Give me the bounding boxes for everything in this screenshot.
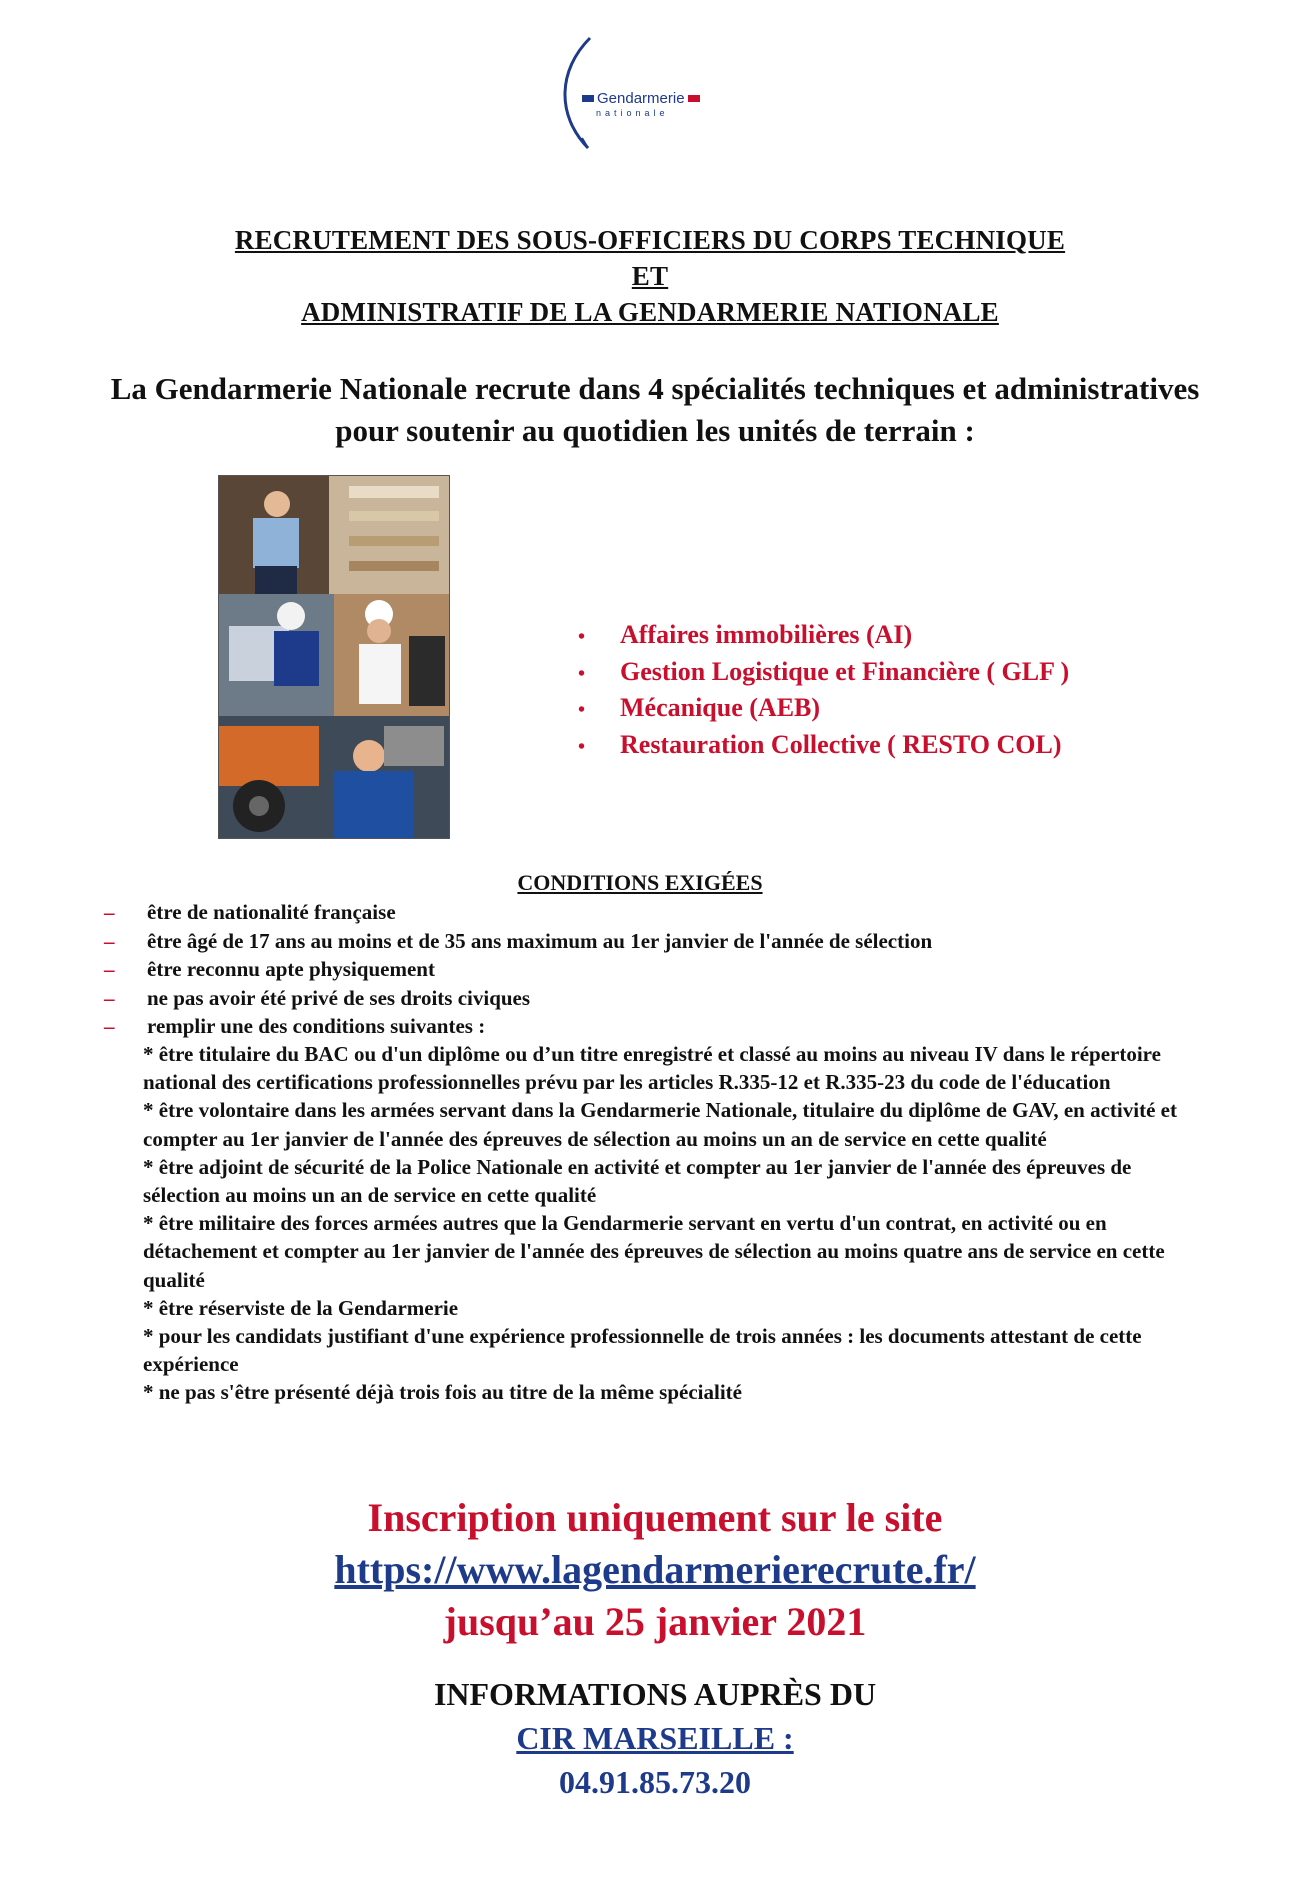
cir-marseille-link[interactable]: CIR MARSEILLE : <box>516 1720 794 1756</box>
bullet-icon: • <box>578 735 586 758</box>
logo-name: Gendarmerie <box>597 90 685 107</box>
specialty-list <box>578 618 1069 764</box>
photo-collage-image <box>219 476 449 838</box>
list-item: • Restauration Collective ( RESTO COL) <box>578 728 1069 765</box>
list-item: – être âgé de 17 ans au moins et de 35 ans maximum au 1er janvier de l'année de sélection <box>100 927 932 956</box>
list-item: • Gestion Logistique et Financière ( GLF ) <box>578 655 1069 692</box>
title-line-3: ADMINISTRATIF DE LA GENDARMERIE NATIONALE <box>301 297 999 327</box>
dash-icon: – <box>104 1014 115 1038</box>
conditions-list <box>100 898 932 1041</box>
list-item: * être volontaire dans les armées servant dans la Gendarmerie Nationale, titulaire du diplôme de GAV, en activité et compter au 1er janvier de l'année des épreuves de sélection au moins un an de service en cette qualité <box>143 1098 1177 1151</box>
information-block <box>200 1672 1110 1804</box>
list-item: • Mécanique (AEB) <box>578 691 1069 728</box>
list-item: – remplir une des conditions suivantes : <box>100 1012 932 1041</box>
dash-icon: – <box>104 957 115 981</box>
flag-red-icon <box>688 95 700 102</box>
list-item: * être adjoint de sécurité de la Police Nationale en activité et compter au 1er janvier de l'année des épreuves de sélection au moins un an de service en cette qualité <box>143 1154 1132 1208</box>
deadline-text: jusqu’au 25 janvier 2021 <box>443 1599 867 1644</box>
intro-text: La Gendarmerie Nationale recrute dans 4 spécialités techniques et administratives pour soutenir au quotidien les unités de terrain : <box>110 371 1200 448</box>
dash-icon: – <box>104 985 115 1010</box>
bullet-icon: • <box>578 626 586 648</box>
inscription-text: Inscription uniquement sur le site <box>367 1495 943 1540</box>
sub-conditions-list <box>143 1040 1183 1407</box>
page-title <box>100 222 1200 330</box>
phone-number: 04.91.85.73.20 <box>559 1764 751 1800</box>
photo-collage <box>218 475 450 839</box>
list-item: • Affaires immobilières (AI) <box>578 618 1069 655</box>
info-heading: INFORMATIONS AUPRÈS DU <box>433 1676 877 1712</box>
flag-blue-icon <box>582 95 594 102</box>
list-item: * être militaire des forces armées autres que la Gendarmerie servant en vertu d'un contrat, en activité ou en détachement et compter au 1er janvier de l'année des épreuves de sélection au moins quatre ans de service en cette qualité <box>143 1211 1165 1292</box>
dash-icon: – <box>104 928 115 953</box>
bullet-icon: • <box>578 699 586 721</box>
list-item: * être titulaire du BAC ou d'un diplôme ou d’un titre enregistré et classé au moins au niveau IV dans le répertoire national des certifications professionnelles prévu par les articles R.335-12 et R.335-23 du code de l'éducation <box>143 1042 1161 1095</box>
gendarmerie-logo <box>548 30 708 160</box>
list-item: – être reconnu apte physiquement <box>100 955 932 984</box>
title-line-2: ET <box>631 261 669 291</box>
list-item: – ne pas avoir été privé de ses droits civiques <box>100 984 932 1013</box>
bullet-icon: • <box>578 662 586 685</box>
list-item: * pour les candidats justifiant d'une expérience professionnelle de trois années : les documents attestant de cette expérience <box>143 1324 1142 1377</box>
title-line-1: RECRUTEMENT DES SOUS-OFFICIERS DU CORPS TECHNIQUE <box>234 225 1066 255</box>
logo-sub: nationale <box>596 108 669 118</box>
list-item: – être de nationalité française <box>100 898 932 927</box>
list-item: * ne pas s'être présenté déjà trois fois au titre de la même spécialité <box>143 1380 742 1405</box>
recruitment-site-link[interactable]: https://www.lagendarmerierecrute.fr/ <box>334 1547 976 1592</box>
conditions-title: CONDITIONS EXIGÉES <box>517 870 763 895</box>
dash-icon: – <box>104 900 115 924</box>
inscription-block <box>200 1492 1110 1648</box>
list-item: * être réserviste de la Gendarmerie <box>143 1295 459 1320</box>
